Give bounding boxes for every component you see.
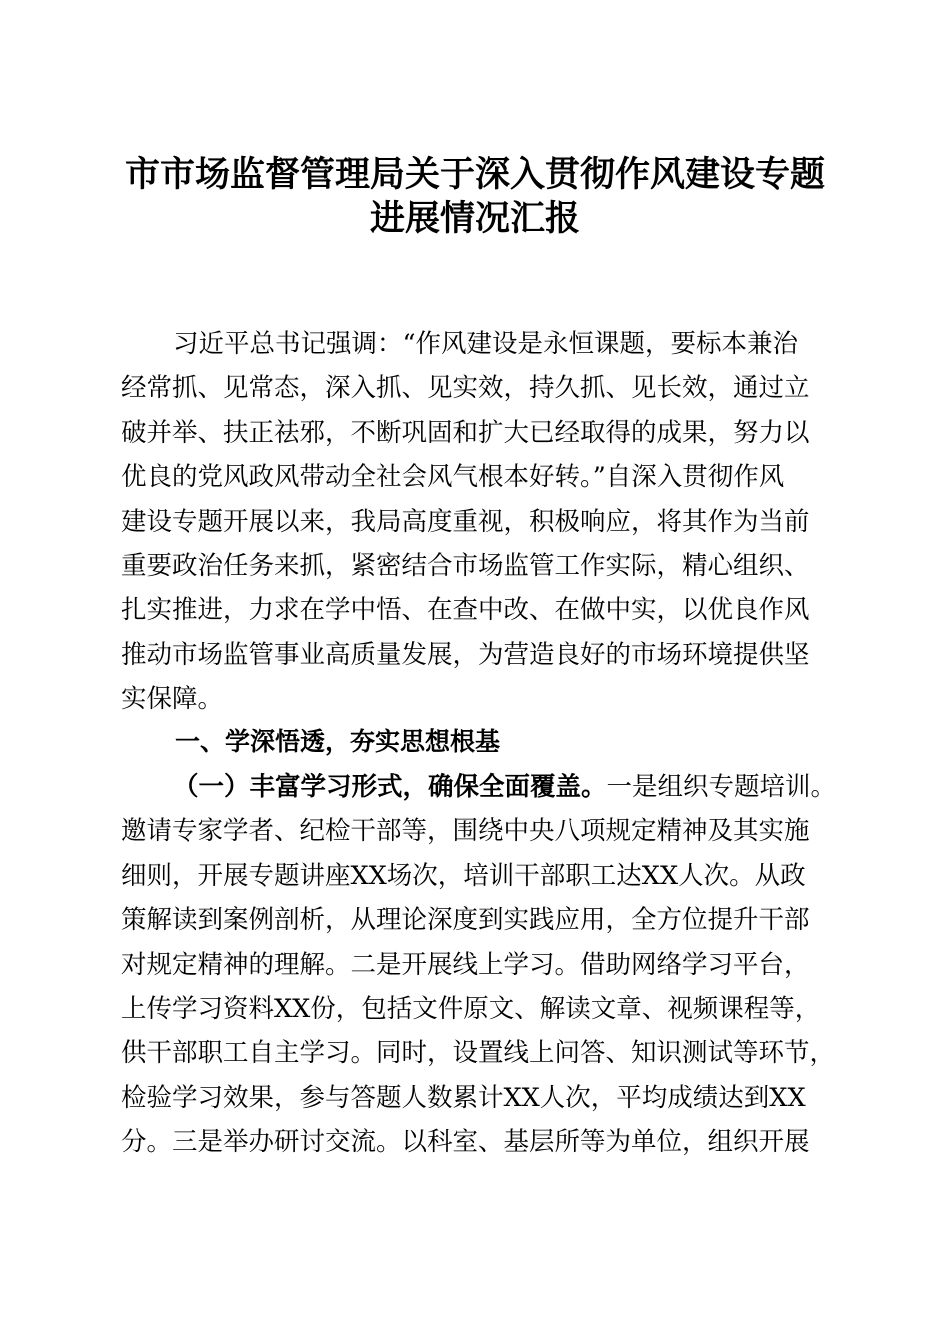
- document-title-line-1: 市市场监督管理局关于深入贯彻作风建设专题: [124, 154, 825, 195]
- subsection-paragraph: [121, 765, 837, 1165]
- subsection-line: 邀请专家学者、纪检干部等，围绕中央八项规定精神及其实施: [121, 816, 810, 847]
- section-heading: 一、学深悟透，夯实思想根基: [175, 727, 501, 756]
- subsection-first-line: [121, 765, 837, 809]
- intro-line: 破并举、扶正祛邪，不断巩固和扩大已经取得的成果，努力以: [121, 417, 810, 448]
- document-title-line-2: 进展情况汇报: [369, 198, 580, 239]
- intro-line: 推动市场监管事业高质量发展，为营造良好的市场环境提供坚: [121, 639, 810, 670]
- subsection-first-text: 一是组织专题培训。: [606, 772, 837, 802]
- subsection-line: 对规定精神的理解。二是开展线上学习。借助网络学习平台，: [121, 949, 810, 980]
- intro-line: 建设专题开展以来，我局高度重视，积极响应，将其作为当前: [121, 506, 810, 537]
- subsection-line: 检验学习效果，参与答题人数累计XX人次，平均成绩达到XX: [121, 1082, 806, 1113]
- intro-line: 优良的党风政风带动全社会风气根本好转。”自深入贯彻作风: [121, 462, 785, 493]
- subsection-line: 策解读到案例剖析，从理论深度到实践应用，全方位提升干部: [121, 905, 810, 936]
- intro-line: 经常抓、见常态，深入抓、见实效，持久抓、见长效，通过立: [121, 373, 810, 404]
- intro-paragraph: [121, 322, 833, 722]
- intro-line: 习近平总书记强调：“作风建设是永恒课题，要标本兼治: [173, 329, 799, 359]
- subsection-line: 上传学习资料XX份，包括文件原文、解读文章、视频课程等，: [121, 993, 821, 1024]
- intro-line: 实保障。: [121, 684, 224, 715]
- intro-line: 扎实推进，力求在学中悟、在查中改、在做中实，以优良作风: [121, 595, 810, 626]
- subsection-line: 细则，开展专题讲座XX场次，培训干部职工达XX人次。从政: [121, 860, 806, 891]
- subsection-line: 分。三是举办研讨交流。以科室、基层所等为单位，组织开展: [121, 1127, 810, 1158]
- intro-line: 重要政治任务来抓，紧密结合市场监管工作实际，精心组织、: [121, 550, 810, 581]
- subsection-line: 供干部职工自主学习。同时，设置线上问答、知识测试等环节，: [121, 1038, 836, 1069]
- subsection-label: （一）丰富学习形式，确保全面覆盖。: [173, 772, 607, 802]
